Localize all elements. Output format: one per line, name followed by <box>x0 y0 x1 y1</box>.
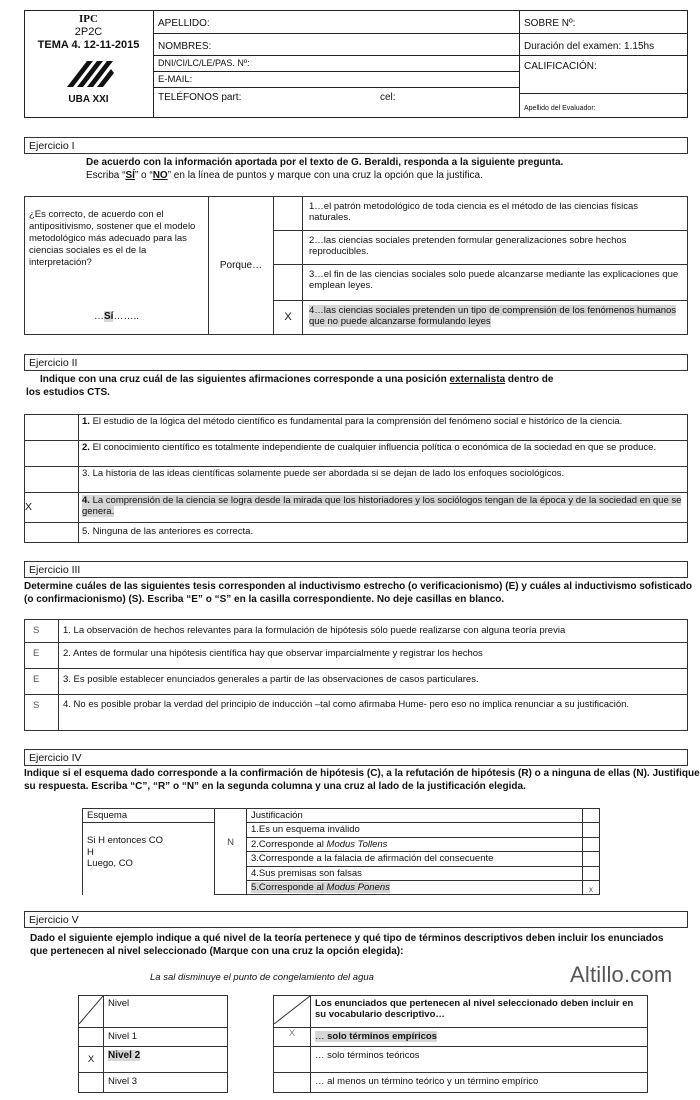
ex1-table <box>24 196 688 335</box>
ex5-diag-cell <box>79 996 104 1028</box>
ex4-instruction: Indique si el esquema dado corresponde a la confirmación de hipótesis (C), a la refutación de hipótesis (R) o a ninguna de ellas (N). Justifique su respuesta. Escriba “C”, “R” o “N” en la segunda columna y una cruz al lado de la justificación elegida. <box>24 768 700 792</box>
sobre-field: SOBRE Nº: <box>520 10 688 34</box>
logo-text: UBA XXI <box>68 93 109 105</box>
diagonal-icon <box>274 996 310 1024</box>
ex1-question: ¿Es correcto, de acuerdo con el antipositivismo, sostener que el modelo metodológico más adecuado para las ciencias sociales es el de la interpretación? <box>25 197 209 301</box>
institution: IPC <box>79 13 98 25</box>
ex2-mark[interactable] <box>25 415 79 441</box>
ex5-title: Ejercicio V <box>24 911 688 928</box>
ex4-mark[interactable] <box>583 823 600 837</box>
ex4-title: Ejercicio IV <box>24 749 688 766</box>
ex2-mark[interactable] <box>25 467 79 493</box>
ex2-mark[interactable] <box>25 523 79 543</box>
ex5-nivel-mark-selected[interactable]: X <box>79 1046 104 1072</box>
ex4-row: 1.Es un esquema inválido <box>247 823 583 837</box>
ex5-diag-cell <box>274 996 311 1028</box>
ex3-row: 3. Es posible establecer enunciados generales a partir de las observaciones de casos particulares. <box>59 669 688 695</box>
ex1-option-1: 1…el patrón metodológico de toda ciencia es el método de las ciencias físicas naturales. <box>303 197 688 231</box>
ex4-mark[interactable] <box>583 852 600 866</box>
ex4-col-esquema: Esquema <box>83 809 215 823</box>
course-code: 2P2C <box>74 26 103 39</box>
evaluador-field: Apellido del Evaluador: <box>524 105 596 112</box>
ex1-option-mark[interactable] <box>274 265 303 301</box>
ex2-instruction-2: los estudios CTS. <box>26 387 110 398</box>
ex2-mark-selected[interactable]: X <box>25 493 79 523</box>
ex4-esquema: Si H entonces CO H Luego, CO <box>83 823 215 895</box>
ex2-row: 5. Ninguna de las anteriores es correcta. <box>79 523 688 543</box>
dni-field[interactable]: DNI/CI/LC/LE/PAS. Nº: <box>154 56 519 72</box>
ex4-row: 4.Sus premisas son falsas <box>247 866 583 880</box>
ex3-title: Ejercicio III <box>24 561 688 578</box>
ex5-nivel-selected: Nivel 2 <box>104 1046 228 1072</box>
duracion: Duración del examen: 1.15hs <box>520 34 688 56</box>
ex3-mark[interactable]: E <box>25 643 59 669</box>
uba-logo-icon <box>59 57 119 91</box>
ex3-table <box>24 619 688 731</box>
ex2-row: 4. La comprensión de la ciencia se logra desde la mirada que los historiadores y los sociólogos tengan de la época y de la sociedad en que se genera. <box>79 493 688 523</box>
ex3-mark[interactable]: E <box>25 669 59 695</box>
ex5-nivel: Nivel 1 <box>104 1028 228 1046</box>
ex1-option-4: 4…las ciencias sociales pretenden un tipo de comprensión de los fenómenos humanos que no puede alcanzarse formulando leyes <box>303 301 688 335</box>
ex2-row: 1. El estudio de la lógica del método científico es fundamental para la comprensión del fenómeno social e histórico de la ciencia. <box>79 415 688 441</box>
ex5-instruction: Dado el siguiente ejemplo indique a qué nivel de la teoría pertenece y qué tipo de términos descriptivos deben incluir los enunciados que pertenecen al nivel seleccionado (Marque con una cruz la opción elegida): <box>30 933 664 957</box>
ex5-col-nivel: Nivel <box>104 996 228 1028</box>
ex5-nivel: Nivel 3 <box>104 1072 228 1092</box>
ex3-instruction: Determine cuáles de las siguientes tesis corresponden al inductivismo estrecho (o verificacionismo) (E) y cuáles al inductivismo sofisticado (o confirmacionismo) (S). Escriba “E” o “S” en la casilla correspondiente. No deje casillas en blanco. <box>24 581 692 605</box>
ex5-termino: … al menos un término teórico y un término empírico <box>311 1072 648 1092</box>
email-field[interactable]: E-MAIL: <box>154 72 519 88</box>
ex2-table <box>24 414 688 543</box>
ex3-row: 2. Antes de formular una hipótesis científica hay que observar imparcialmente y registrar los hechos <box>59 643 688 669</box>
ex2-instruction: Indique con una cruz cuál de las siguientes afirmaciones corresponde a una posición externalista dentro de <box>40 374 554 385</box>
header-id-block <box>24 10 154 118</box>
ex5-col-enunciados: Los enunciados que pertenecen al nivel seleccionado deben incluir en su vocabulario descriptivo… <box>311 996 648 1028</box>
ex3-row: 4. No es posible probar la verdad del principio de inducción –tal como afirmaba Hume- pero eso no implica renunciar a su justificación. <box>59 695 688 731</box>
ex4-row: 3.Corresponde a la falacia de afirmación del consecuente <box>247 852 583 866</box>
ex5-termino-mark[interactable]: X <box>274 1028 311 1046</box>
ex5-nivel-mark[interactable] <box>79 1072 104 1092</box>
ex3-mark[interactable]: S <box>25 620 59 643</box>
ex4-mark[interactable] <box>583 866 600 880</box>
ex5-nivel-mark[interactable] <box>79 1028 104 1046</box>
telefonos-field[interactable]: TELÉFONOS part: cel: <box>158 92 396 103</box>
ex1-instruction-2: Escriba “SÍ” o “NO” en la línea de puntos y marque con una cruz la opción que la justifica. <box>86 170 483 181</box>
nombres-field[interactable]: NOMBRES: <box>154 34 519 56</box>
ex4-table <box>82 808 600 895</box>
ex4-row: 2.Corresponde al Modus Tollens <box>247 837 583 851</box>
porque-label: Porque… <box>209 197 274 335</box>
ex2-title: Ejercicio II <box>24 354 688 371</box>
apellido-field[interactable]: APELLIDO: <box>154 10 519 34</box>
ex1-title: Ejercicio I <box>24 137 688 154</box>
ex2-mark[interactable] <box>25 441 79 467</box>
ex1-instruction: De acuerdo con la información aportada por el texto de G. Beraldi, responda a la siguiente pregunta. <box>86 157 564 168</box>
header-admin <box>520 10 688 118</box>
ex4-mark[interactable] <box>583 837 600 851</box>
ex4-col-justificacion: Justificación <box>247 809 583 823</box>
ex4-answer[interactable]: N <box>215 823 247 895</box>
watermark: Altillo.com <box>570 962 673 987</box>
ex5-table <box>78 995 648 1093</box>
calificacion-field: CALIFICACIÓN: <box>520 56 688 94</box>
diagonal-icon <box>79 996 103 1024</box>
header-fields <box>154 10 520 118</box>
ex5-termino-mark[interactable] <box>274 1046 311 1072</box>
ex5-termino: … solo términos teóricos <box>311 1046 648 1072</box>
exam-tema: TEMA 4. 12-11-2015 <box>37 39 140 52</box>
ex1-answer[interactable]: …Sí…….. <box>25 301 209 335</box>
ex1-option-mark[interactable] <box>274 231 303 265</box>
ex2-row: 3. La historia de las ideas científicas solamente puede ser abordada si se dejan de lado los enfoques sociológicos. <box>79 467 688 493</box>
ex1-option-mark-selected[interactable]: X <box>274 301 303 335</box>
ex1-option-3: 3…el fin de las ciencias sociales solo puede alcanzarse mediante las explicaciones que emplean leyes. <box>303 265 688 301</box>
ex4-row-selected: 5.Corresponde al Modus Ponens <box>247 880 583 894</box>
ex1-option-mark[interactable] <box>274 197 303 231</box>
cel-field[interactable]: cel: <box>380 92 396 103</box>
ex1-option-2: 2…las ciencias sociales pretenden formular generalizaciones sobre hechos reproducibles. <box>303 231 688 265</box>
ex5-example: La sal disminuye el punto de congelamiento del agua <box>150 972 374 983</box>
ex3-mark[interactable]: S <box>25 695 59 731</box>
ex5-termino-selected: … solo términos empíricos <box>311 1028 648 1046</box>
ex2-row: 2. El conocimiento científico es totalmente independiente de cualquier influencia política o económica de la sociedad en que se produce. <box>79 441 688 467</box>
ex3-row: 1. La observación de hechos relevantes para la formulación de hipótesis sólo puede realizarse con alguna teoría previa <box>59 620 688 643</box>
ex5-termino-mark[interactable] <box>274 1072 311 1092</box>
ex4-mark-selected[interactable]: x <box>583 880 600 894</box>
